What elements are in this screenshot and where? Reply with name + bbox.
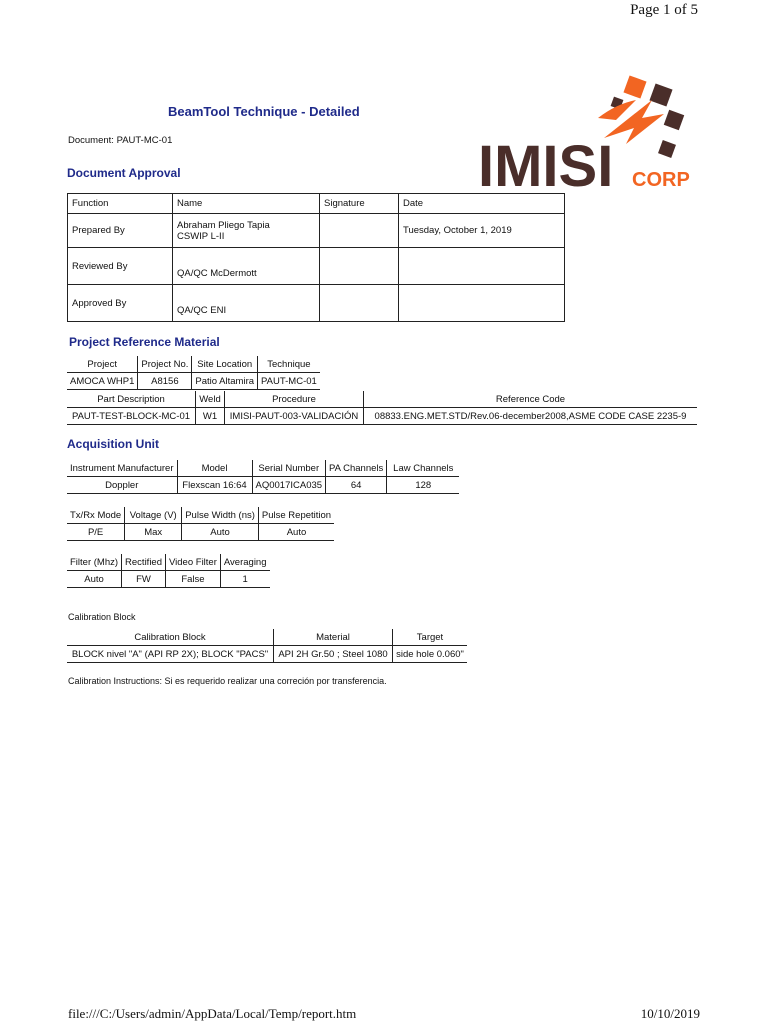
cell: FW <box>122 571 166 588</box>
cell: Auto <box>67 571 122 588</box>
col-header: Part Description <box>67 391 196 408</box>
imisi-logo-icon <box>476 74 696 194</box>
project-table <box>67 356 320 390</box>
calibration-instructions: Calibration Instructions: Si es requerido realizar una correción por transferencia. <box>68 676 387 686</box>
function-cell: Prepared By <box>68 214 173 248</box>
cell: 1 <box>220 571 269 588</box>
project-heading: Project Reference Material <box>69 335 220 349</box>
cell: PAUT-MC-01 <box>258 373 320 390</box>
col-header: Model <box>177 460 252 477</box>
cell: Doppler <box>67 477 177 494</box>
col-header: Target <box>393 629 468 646</box>
col-header: Tx/Rx Mode <box>67 507 125 524</box>
company-logo <box>476 74 696 194</box>
footer-file-path: file:///C:/Users/admin/AppData/Local/Temp/report.htm <box>68 1006 357 1021</box>
cell: IMISI-PAUT-003-VALIDACIÓN <box>225 408 364 425</box>
name-cell: QA/QC ENI <box>173 285 320 322</box>
signature-cell <box>320 214 399 248</box>
cell: False <box>166 571 221 588</box>
col-header: Project <box>67 356 138 373</box>
col-header: Video Filter <box>166 554 221 571</box>
cell: Max <box>125 524 182 541</box>
table-row <box>67 373 320 390</box>
report-title: BeamTool Technique - Detailed <box>168 104 360 119</box>
cell: Flexscan 16:64 <box>177 477 252 494</box>
col-header: Filter (Mhz) <box>67 554 122 571</box>
col-header-name: Name <box>173 194 320 214</box>
date-cell: Tuesday, October 1, 2019 <box>399 214 565 248</box>
date-cell <box>399 285 565 322</box>
col-header: Law Channels <box>387 460 460 477</box>
date-cell <box>399 248 565 285</box>
col-header: Calibration Block <box>67 629 274 646</box>
cell: A8156 <box>138 373 192 390</box>
col-header-function: Function <box>68 194 173 214</box>
col-header: Project No. <box>138 356 192 373</box>
col-header: Voltage (V) <box>125 507 182 524</box>
name-cell: QA/QC McDermott <box>173 248 320 285</box>
cell: 08833.ENG.MET.STD/Rev.06-december2008,ASME CODE CASE 2235-9 <box>364 408 698 425</box>
footer-date: 10/10/2019 <box>640 1006 700 1021</box>
calibration-label: Calibration Block <box>68 612 136 622</box>
svg-text:CORP: CORP <box>632 169 690 191</box>
approval-heading: Document Approval <box>67 166 181 180</box>
cell: Auto <box>182 524 259 541</box>
instrument-table <box>67 460 459 494</box>
page-number: Page 1 of 5 <box>630 2 698 18</box>
table-row <box>67 477 459 494</box>
table-row <box>67 524 334 541</box>
cell: side hole 0.060" <box>393 646 468 663</box>
col-header: Pulse Repetition <box>258 507 334 524</box>
col-header: Serial Number <box>252 460 326 477</box>
calibration-table <box>67 629 467 663</box>
col-header: Site Location <box>192 356 258 373</box>
pulse-table <box>67 507 334 541</box>
approval-table <box>67 193 565 322</box>
signature-cell <box>320 285 399 322</box>
col-header: Reference Code <box>364 391 698 408</box>
cell: AMOCA WHP1 <box>67 373 138 390</box>
table-row <box>68 214 565 248</box>
col-header: Averaging <box>220 554 269 571</box>
cell: 64 <box>326 477 387 494</box>
acquisition-heading: Acquisition Unit <box>67 437 159 451</box>
table-row <box>67 646 467 663</box>
cell: 128 <box>387 477 460 494</box>
cell: BLOCK nivel "A" (API RP 2X); BLOCK "PACS" <box>67 646 274 663</box>
col-header: Procedure <box>225 391 364 408</box>
table-row <box>67 571 270 588</box>
col-header: Pulse Width (ns) <box>182 507 259 524</box>
cell: Auto <box>258 524 334 541</box>
col-header: Weld <box>196 391 225 408</box>
cell: PAUT-TEST-BLOCK-MC-01 <box>67 408 196 425</box>
table-row <box>68 248 565 285</box>
col-header-signature: Signature <box>320 194 399 214</box>
name-cell: Abraham Pliego Tapia CSWIP L-II <box>173 214 320 248</box>
cell: API 2H Gr.50 ; Steel 1080 <box>274 646 393 663</box>
signature-cell <box>320 248 399 285</box>
col-header: Rectified <box>122 554 166 571</box>
cell: Patio Altamira <box>192 373 258 390</box>
cell: AQ0017ICA035 <box>252 477 326 494</box>
table-row <box>67 408 697 425</box>
part-table <box>67 391 697 425</box>
cell: P/E <box>67 524 125 541</box>
col-header: Material <box>274 629 393 646</box>
function-cell: Reviewed By <box>68 248 173 285</box>
col-header: Technique <box>258 356 320 373</box>
col-header: Instrument Manufacturer <box>67 460 177 477</box>
svg-text:IMISI: IMISI <box>478 134 614 194</box>
filter-table <box>67 554 270 588</box>
function-cell: Approved By <box>68 285 173 322</box>
col-header-date: Date <box>399 194 565 214</box>
document-id: Document: PAUT-MC-01 <box>68 135 173 146</box>
cell: W1 <box>196 408 225 425</box>
col-header: PA Channels <box>326 460 387 477</box>
table-row <box>68 285 565 322</box>
